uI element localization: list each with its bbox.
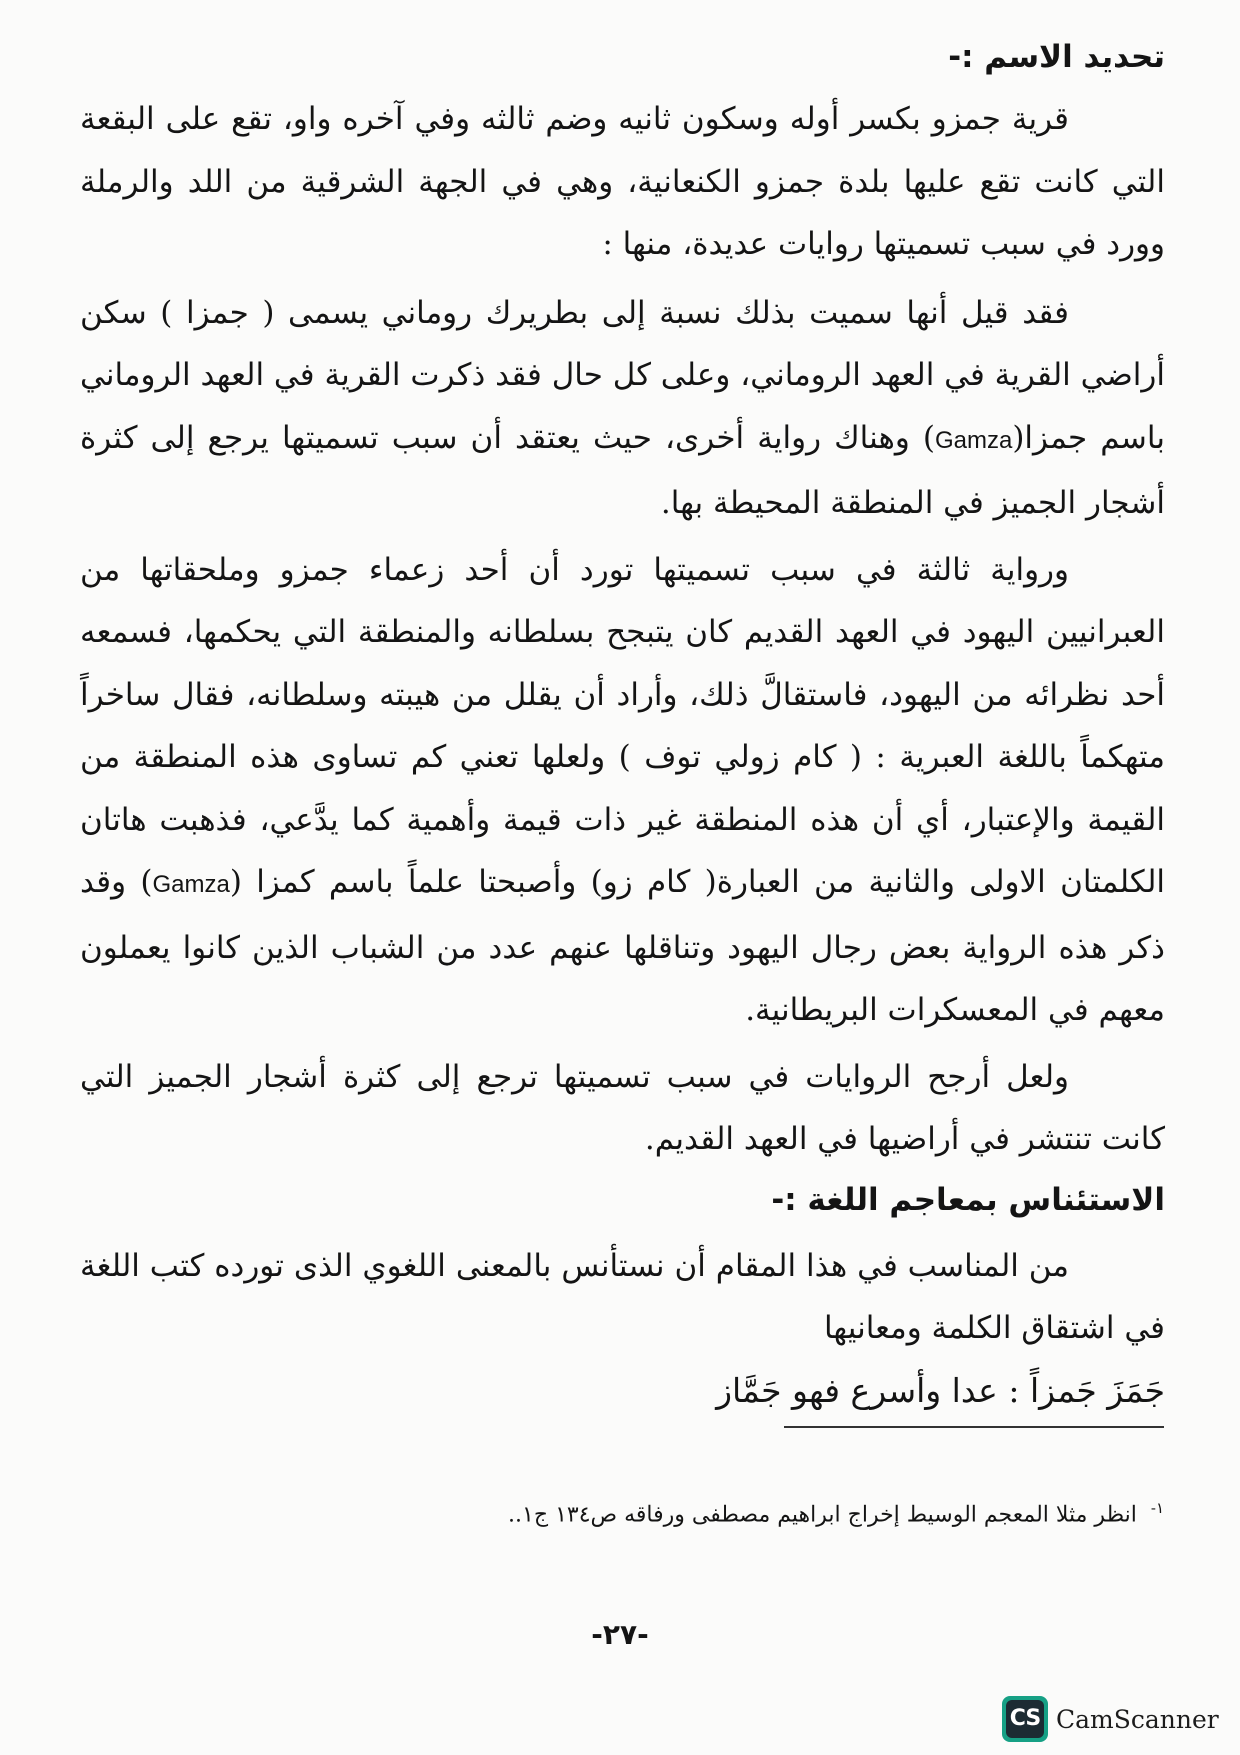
paragraph-3-part-b: ) وقد ذكر هذه الرواية بعض رجال اليهود وتناقلها عنهم عدد من الشباب الذين كانوا يعملون معهم في المعسكرات البريطانية. [80,864,1165,1028]
latin-term: Gamza [152,871,230,898]
dictionary-entry: جَمَزَ جَمزاً : عدا وأسرع فهو جَمَّاز [716,1370,1165,1410]
paragraph-3 [80,539,1165,1042]
paragraph-4: ولعل أرجح الروايات في سبب تسميتها ترجع إلى كثرة أشجار الجميز التي كانت تنتشر في أراضيها في العهد القديم. [80,1058,1165,1157]
camscanner-logo-letters: CS [1006,1700,1044,1738]
footnote-marker: ١- [1150,1499,1164,1517]
paragraph-2-part-b: ) وهناك رواية أخرى، حيث يعتقد أن سبب تسميتها يرجع إلى كثرة أشجار الجميز في المنطقة المحيطة بها. [80,419,1165,521]
footnote-divider [784,1426,1164,1428]
paragraph-5: من المناسب في هذا المقام أن نستأنس بالمعنى اللغوي الذى تورده كتب اللغة في اشتقاق الكلمة ومعانيها [80,1247,1165,1346]
paragraph-2-part-a: فقد قيل أنها سميت بذلك نسبة إلى بطريرك روماني يسمى ( جمزا ) سكن أراضي القرية في العهد الروماني، وعلى كل حال فقد ذكرت القرية في العهد الروماني باسم جمزا( [80,294,1165,456]
footnote-text: انظر مثلا المعجم الوسيط إخراج ابراهيم مصطفى ورفاقه ص١٣٤ ج١.. [508,1502,1137,1528]
paragraph-1: قرية جمزو بكسر أوله وسكون ثانيه وضم ثالثه وفي آخره واو، تقع على البقعة التي كانت تقع عليها بلدة جمزو الكنعانية، وهي في الجهة الشرقية من اللد والرملة وورد في سبب تسميتها روايات عديدة، منها : [80,101,1165,262]
camscanner-watermark [1002,1696,1219,1742]
section-heading-dictionaries: الاستئناس بمعاجم اللغة :- [771,1181,1165,1218]
paragraph-2 [80,282,1165,535]
camscanner-logo-icon [1002,1696,1048,1742]
page-number: -٢٧- [591,1618,649,1651]
main-text [80,28,1165,1422]
paragraph-3-part-a: ورواية ثالثة في سبب تسميتها تورد أن أحد زعماء جمزو وملحقاتها من العبرانيين اليهود في العهد القديم كان يتبجح بسلطانه والمنطقة التي يحكمها، فسمعه أحد نظرائه من اليهود، فاستقالَّ ذلك، وأراد أن يقلل من هيبته وسلطانه، فقال ساخراً متهكماً باللغة العبرية : ( كام زولي توف ) ولعلها تعني كم تساوى هذه المنطقة من القيمة والإعتبار، أي أن هذه المنطقة غير ذات قيمة وأهمية كما يدَّعي، فذهبت هاتان الكلمتان الاولى والثانية من العبارة( كام زو) وأصبحتا علماً باسم كمزا ( [80,551,1166,900]
footnote [84,1492,1164,1531]
camscanner-brand: CamScanner [1056,1704,1219,1734]
latin-term: Gamza [934,426,1013,454]
section-heading-name: تحديد الاسم :- [948,39,1165,75]
